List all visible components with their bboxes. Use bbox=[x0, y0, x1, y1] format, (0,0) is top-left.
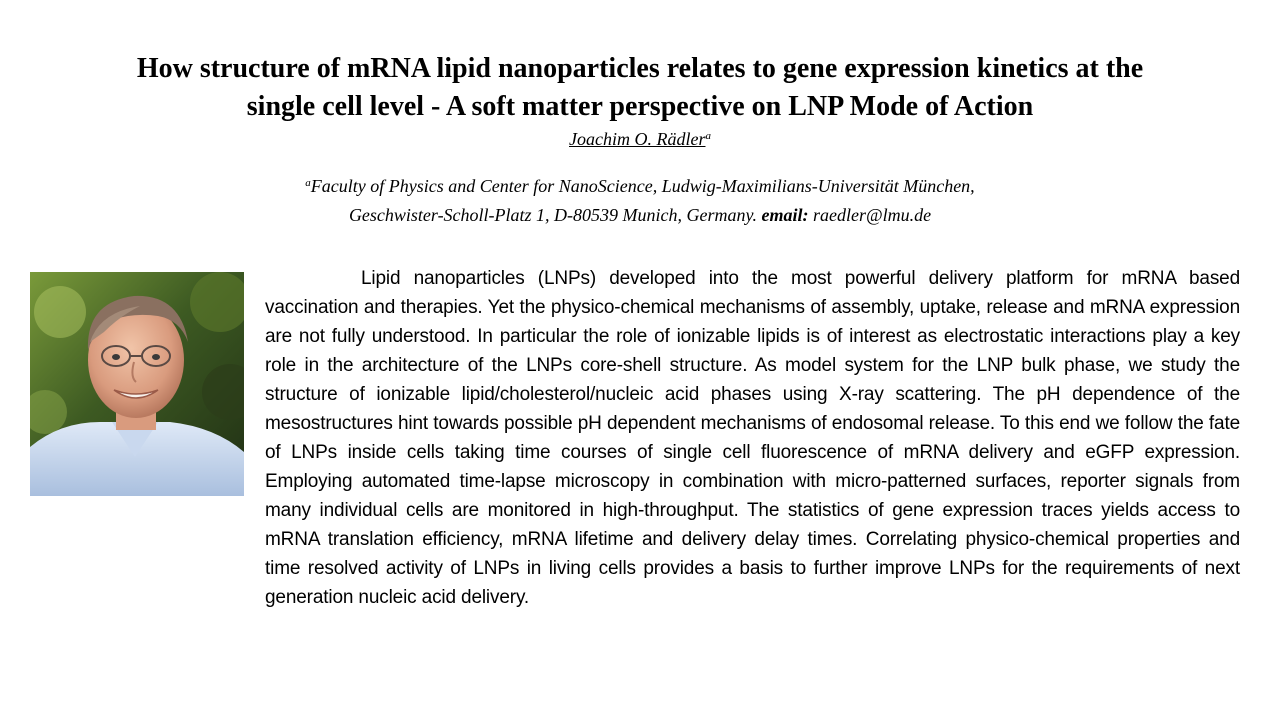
abstract-body: Lipid nanoparticles (LNPs) developed into the most powerful delivery platform for mRNA based vaccination and therapies. Yet the physico-chemical mechanisms of assembly, uptake, release and mRNA expression are not fully understood. In particular the role of ionizable lipids is of interest as electrostatic interactions play a key role in the architecture of the LNPs core-shell structure. As model system for the LNP bulk phase, we study the structure of ionizable lipid/cholesterol/nucleic acid phases using X-ray scattering. The pH dependence of the mesostructures hint towards possible pH dependent mechanisms of endosomal release. To this end we follow the fate of LNPs inside cells taking time courses of single cell fluorescence of mRNA delivery and eGFP expression. Employing automated time-lapse microscopy in combination with micro-patterned surfaces, reporter signals from many individual cells are monitored in high-throughput. The statistics of gene expression traces yields access to mRNA translation efficiency, mRNA lifetime and delivery delay times. Correlating physico-chemical properties and time resolved activity of LNPs in living cells provides a basis to further improve LNPs for the requirements of next generation nucleic acid delivery. bbox=[265, 268, 1240, 608]
affiliation-line-2: Geschwister-Scholl-Platz 1, D-80539 Munich, Germany. bbox=[348, 205, 758, 225]
title-line-2: single cell level - A soft matter perspective on LNP Mode of Action bbox=[246, 91, 1034, 122]
affiliation-mark: a bbox=[305, 177, 311, 189]
author-name: Joachim O. Rädler bbox=[569, 129, 706, 149]
author-line bbox=[340, 127, 940, 151]
author-affiliation-mark: a bbox=[705, 130, 711, 142]
title-line-1: How structure of mRNA lipid nanoparticles relates to gene expression kinetics at the bbox=[136, 53, 1144, 84]
affiliation-line-1: Faculty of Physics and Center for NanoScience, Ludwig-Maximilians-Universität München, bbox=[310, 176, 975, 196]
affiliation-block bbox=[190, 172, 1090, 230]
abstract-title bbox=[40, 50, 1240, 126]
author-photo bbox=[30, 272, 244, 496]
email-address: raedler@lmu.de bbox=[813, 205, 932, 225]
email-label: email: bbox=[761, 205, 809, 225]
